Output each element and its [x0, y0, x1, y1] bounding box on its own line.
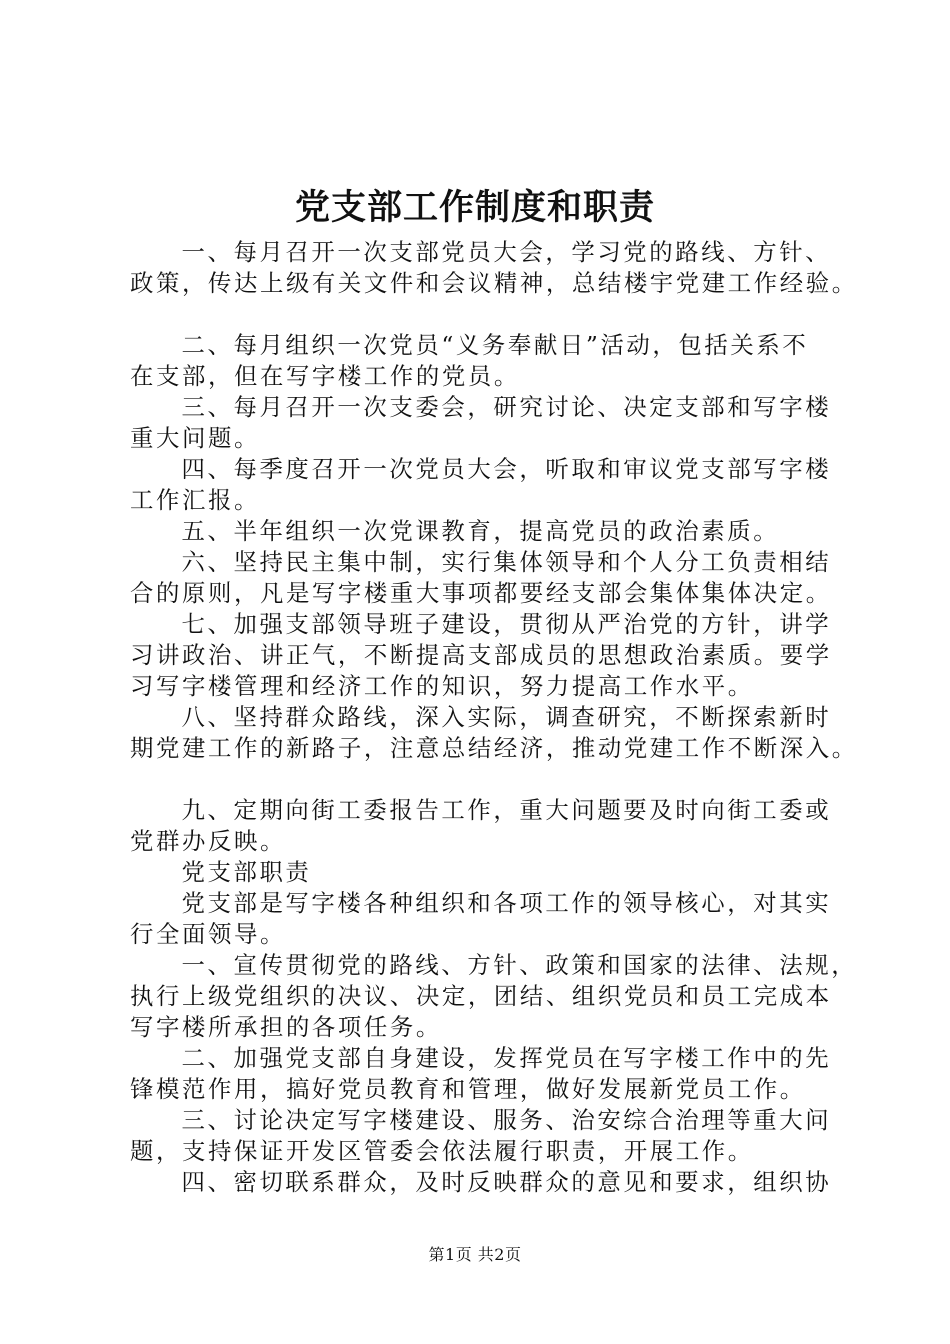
paragraph-line: 执行上级党组织的决议、决定，团结、组织党员和员工完成本: [130, 982, 832, 1010]
paragraph-line: 党群办反映。: [130, 827, 286, 855]
paragraph-line: 九、定期向街工委报告工作，重大问题要及时向街工委或: [181, 796, 832, 824]
paragraph-line: 四、每季度召开一次党员大会，听取和审议党支部写字楼: [181, 455, 832, 483]
page-footer: 第1页 共2页: [428, 1245, 522, 1264]
paragraph-line: 重大问题。: [130, 424, 260, 452]
paragraph-line: 六、坚持民主集中制，实行集体领导和个人分工负责相结: [181, 548, 832, 576]
paragraph-line: 三、每月召开一次支委会，研究讨论、决定支部和写字楼: [181, 393, 832, 421]
section-heading: 党支部职责: [181, 858, 312, 886]
paragraph-line: 习写字楼管理和经济工作的知识，努力提高工作水平。: [130, 672, 754, 700]
paragraph-line: 在支部，但在写字楼工作的党员。: [130, 362, 520, 390]
paragraph-line: 题，支持保证开发区管委会依法履行职责，开展工作。: [130, 1137, 754, 1165]
paragraph-line: 党支部是写字楼各种组织和各项工作的领导核心，对其实: [181, 889, 832, 917]
paragraph-line: 写字楼所承担的各项任务。: [130, 1013, 442, 1041]
paragraph-line: 二、每月组织一次党员“义务奉献日”活动，包括关系不: [181, 331, 809, 359]
paragraph-line: 四、密切联系群众，及时反映群众的意见和要求，组织协: [181, 1168, 832, 1196]
paragraph-line: 期党建工作的新路子，注意总结经济，推动党建工作不断深入。: [130, 734, 858, 762]
paragraph-line: 七、加强支部领导班子建设，贯彻从严治党的方针，讲学: [181, 610, 832, 638]
paragraph-line: 行全面领导。: [130, 920, 286, 948]
paragraph-line: 五、半年组织一次党课教育，提高党员的政治素质。: [181, 517, 780, 545]
paragraph-line: 三、讨论决定写字楼建设、服务、治安综合治理等重大问: [181, 1106, 832, 1134]
document-body: [130, 237, 858, 1198]
paragraph-line: 合的原则，凡是写字楼重大事项都要经支部会集体集体决定。: [130, 579, 832, 607]
paragraph-line: 习讲政治、讲正气，不断提高支部成员的思想政治素质。要学: [130, 641, 832, 669]
paragraph-line: 工作汇报。: [130, 486, 260, 514]
paragraph-line: 锋模范作用，搞好党员教育和管理，做好发展新党员工作。: [130, 1075, 806, 1103]
paragraph-line: 八、坚持群众路线，深入实际，调查研究，不断探索新时: [181, 703, 832, 731]
paragraph-line: 一、每月召开一次支部党员大会，学习党的路线、方针、: [181, 238, 832, 266]
paragraph-line: 政策，传达上级有关文件和会议精神，总结楼宇党建工作经验。: [130, 269, 858, 297]
document-title: 党支部工作制度和职责: [294, 187, 655, 228]
paragraph-line: 二、加强党支部自身建设，发挥党员在写字楼工作中的先: [181, 1044, 832, 1072]
paragraph-line: 一、宣传贯彻党的路线、方针、政策和国家的法律、法规，: [181, 951, 858, 979]
